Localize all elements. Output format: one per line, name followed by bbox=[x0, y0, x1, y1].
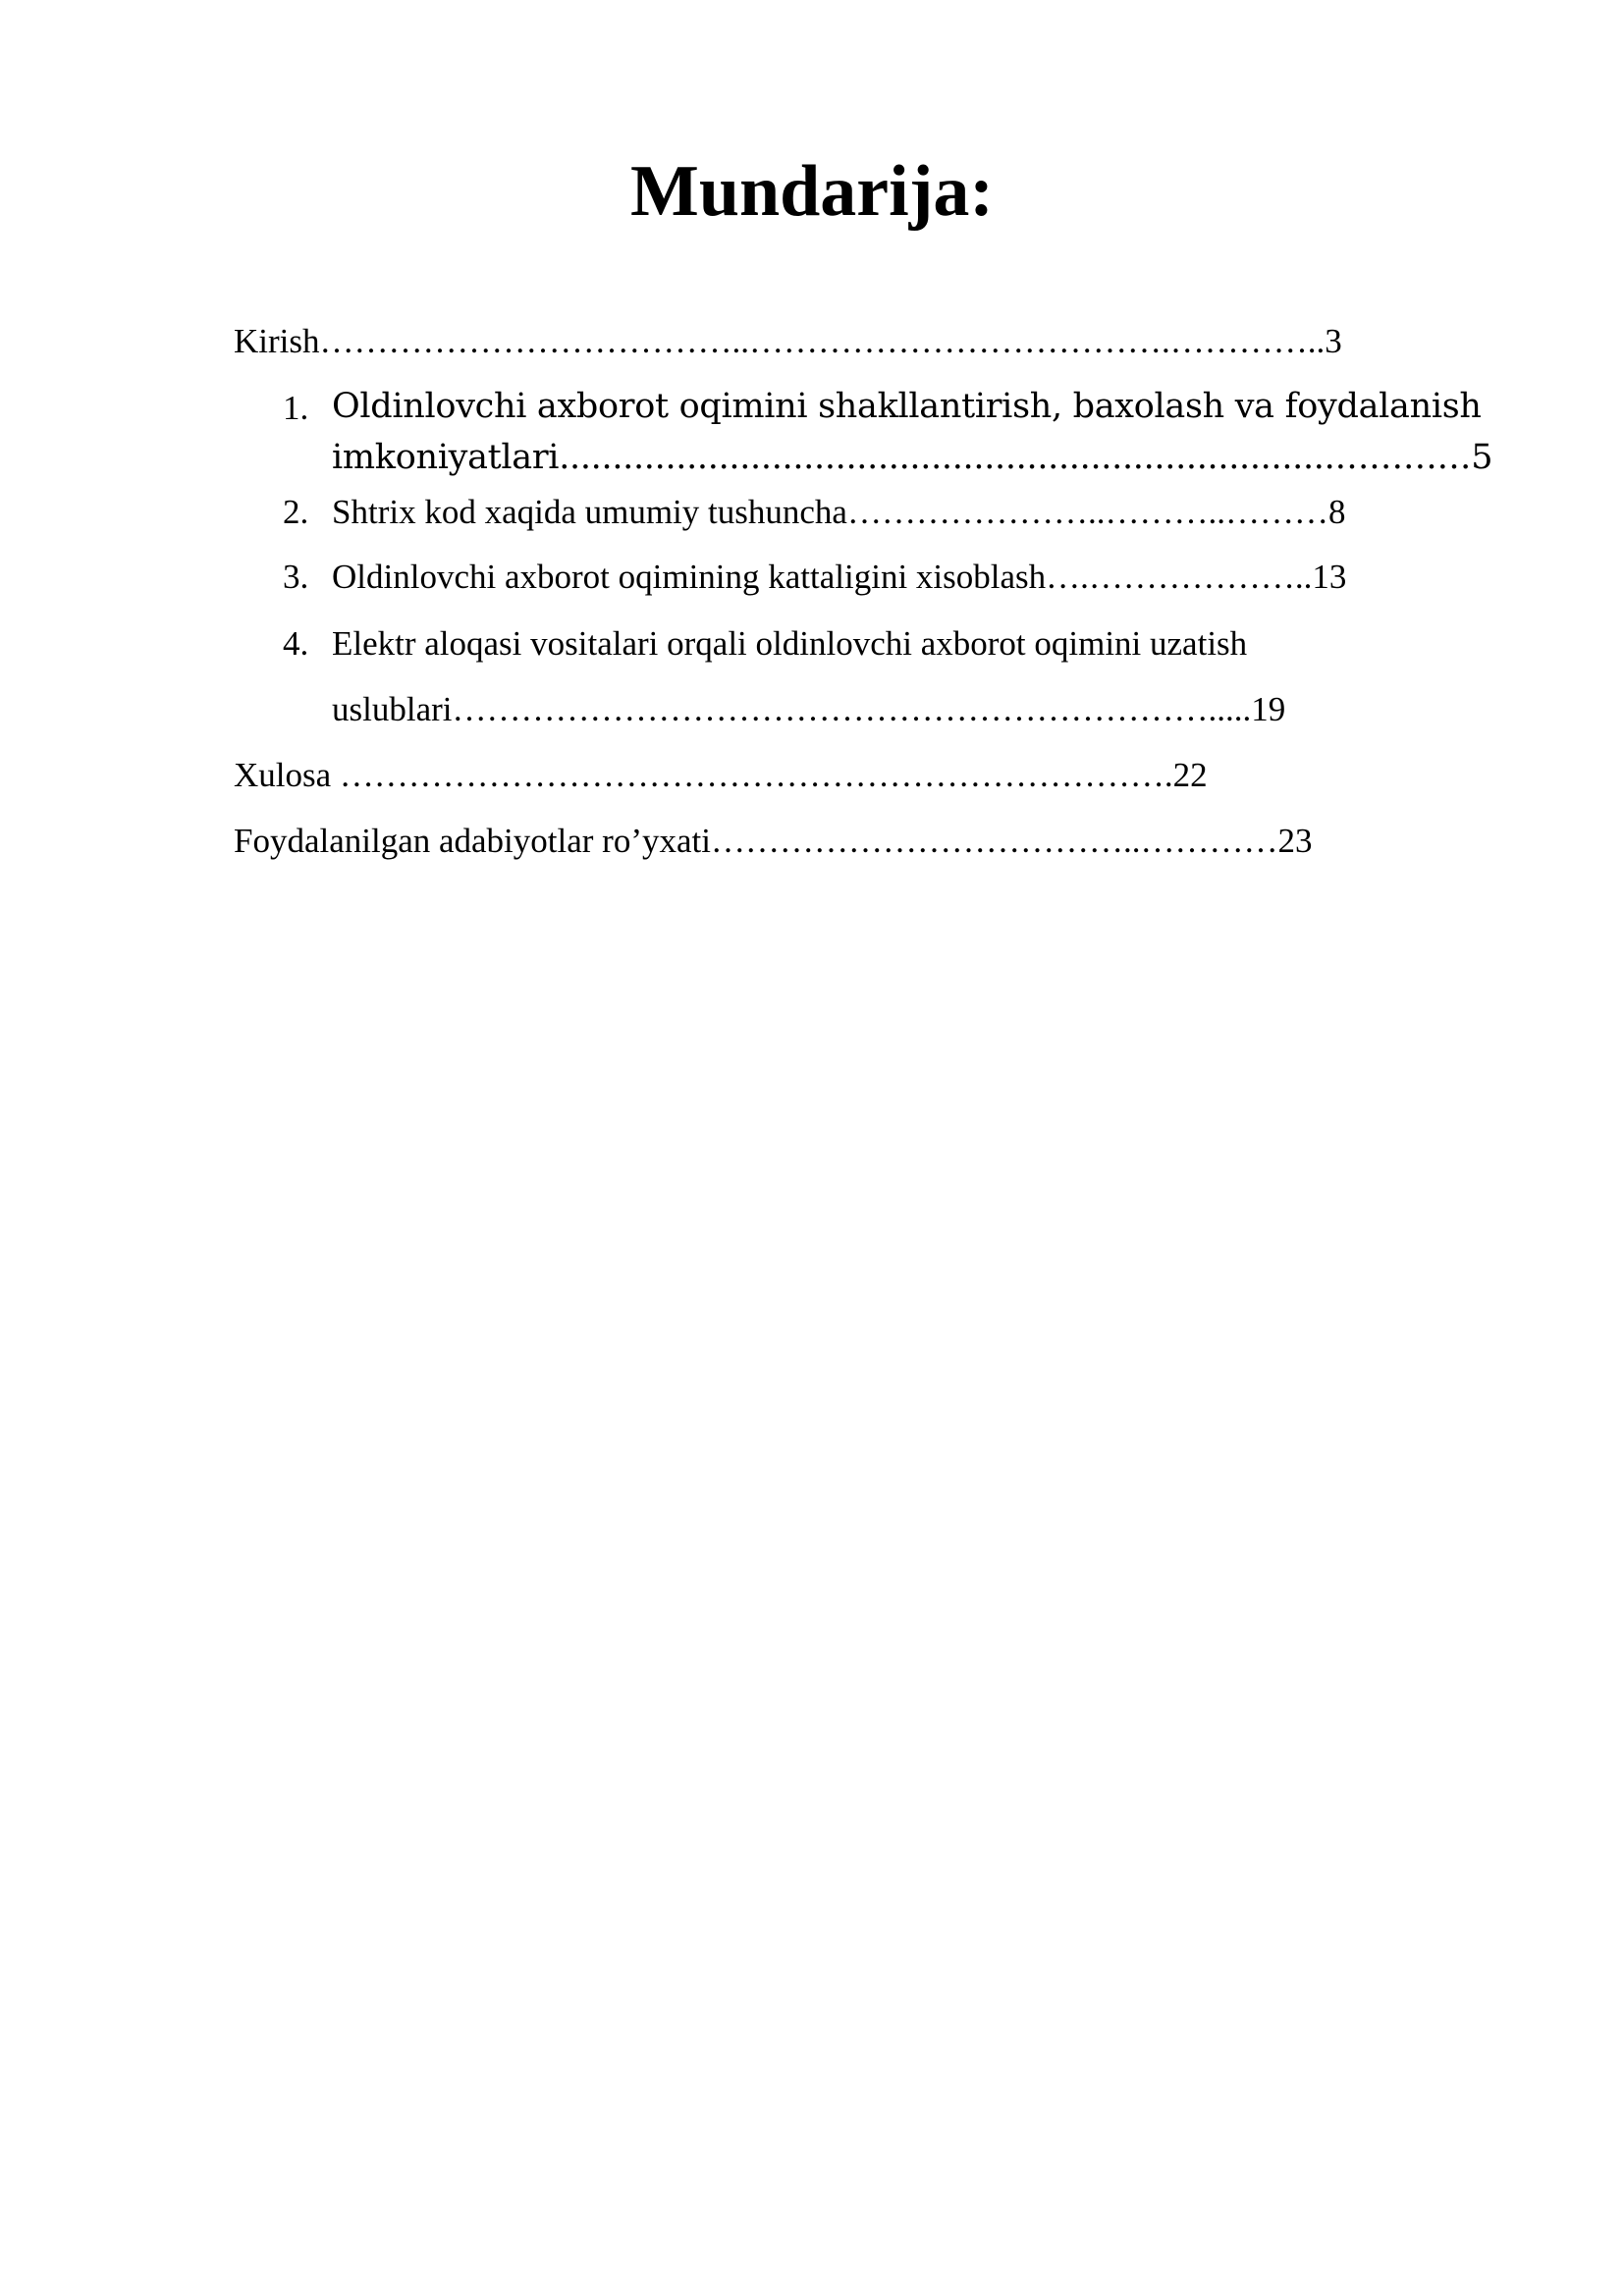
page-title: Mundarija: bbox=[630, 151, 994, 232]
toc-item-2-text: Shtrix kod xaqida umumiy tushuncha…………………..………..………8 bbox=[332, 493, 1346, 531]
toc-item-1-line-2: imkoniyatlari.........................................................................…………5 bbox=[332, 438, 1493, 477]
toc-entry-adabiyotlar: Foydalanilgan adabiyotlar ro’yxati………………………………..…………23 bbox=[234, 822, 1313, 860]
toc-entry-kirish: Kirish………………………………..……………………………….…………..3 bbox=[234, 322, 1342, 360]
toc-item-4-number: 4. bbox=[283, 624, 309, 663]
toc-item-2-number: 2. bbox=[283, 493, 309, 531]
toc-item-4-line-1: Elektr aloqasi vositalari orqali oldinlovchi axborot oqimini uzatish bbox=[332, 624, 1248, 663]
toc-item-3-number: 3. bbox=[283, 558, 309, 596]
toc-item-1-number: 1. bbox=[283, 389, 309, 427]
toc-item-1-line-1: Oldinlovchi axborot oqimini shakllantirish, baxolash va foydalanish bbox=[332, 387, 1482, 426]
toc-entry-xulosa: Xulosa ……………………………………………………………….22 bbox=[234, 756, 1208, 794]
toc-item-3-text: Oldinlovchi axborot oqimining kattaligini xisoblash….………………..13 bbox=[332, 558, 1347, 596]
toc-item-4-line-2: uslublari………………………………………………………….....19 bbox=[332, 690, 1286, 728]
